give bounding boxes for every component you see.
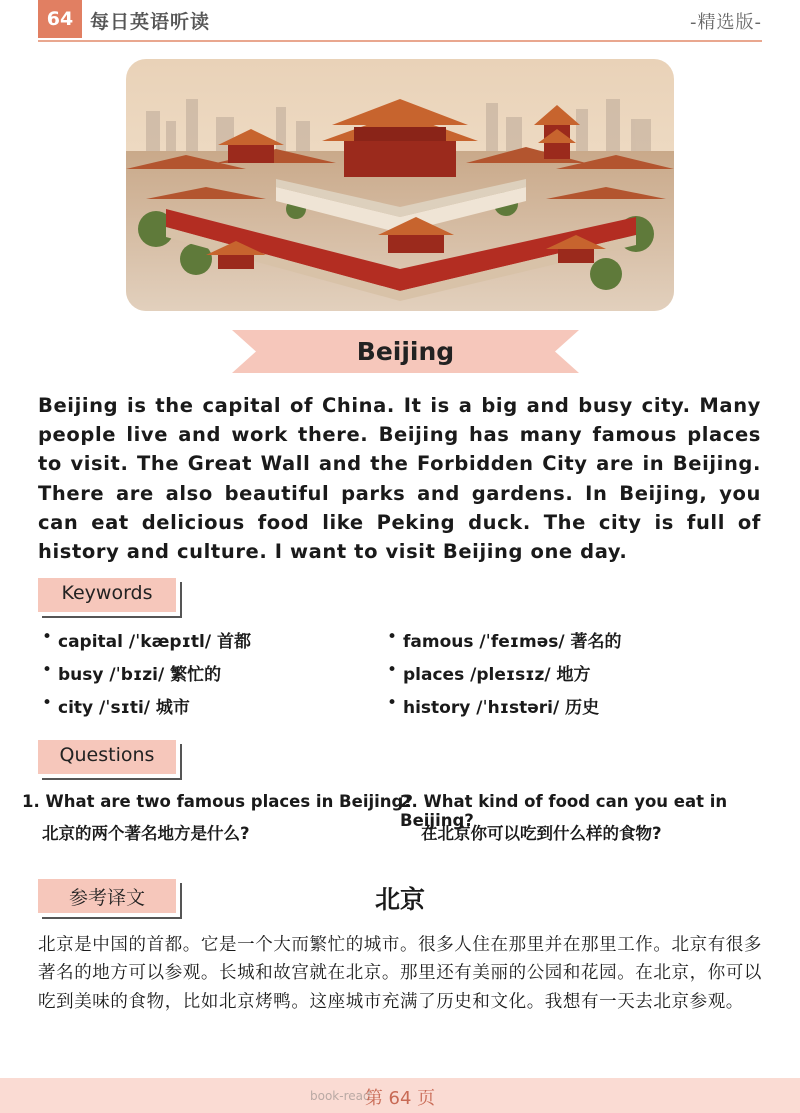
- keyword-item: • city /ˈsɪti/ 城市: [58, 693, 190, 718]
- question-1-en: 1. What are two famous places in Beijing?: [22, 792, 413, 811]
- keyword-item: • busy /ˈbɪzi/ 繁忙的: [58, 660, 221, 685]
- reading-passage: Beijing is the capital of China. It is a big and busy city. Many people live and work there. Beijing has many famous places to visit. The Great Wall and the Forbidden City are in Beijing. There are also beautiful parks and gardens. In Beijing, you can eat delicious food like Peking duck. The city is full of history and culture. I want to visit Beijing one day.: [38, 394, 761, 564]
- translation-tag: [38, 879, 176, 913]
- illustration-svg: [126, 59, 674, 311]
- keyword-item: • capital /ˈkæpɪtl/ 首都: [58, 627, 251, 652]
- footer-page-number: 第 64 页: [364, 1088, 436, 1109]
- keyword-item: • history /ˈhɪstəri/ 历史: [403, 693, 599, 718]
- keywords-label: Keywords: [61, 582, 153, 604]
- lesson-title: Beijing: [356, 337, 455, 366]
- translation-text: 北京是中国的首都。它是一个大而繁忙的城市。很多人住在那里并在那里工作。北京有很多著名的地方可以参观。长城和故宫就在北京。那里还有美丽的公园和花园。在北京，你可以吃到美味的食物，比如北京烤鸭。这座城市充满了历史和文化。我想有一天去北京参观。: [38, 935, 762, 1012]
- watermark: book-read: [310, 1089, 371, 1103]
- page-header: [38, 0, 762, 42]
- lesson-title-ribbon: [232, 330, 579, 373]
- question-2-en: 2. What kind of food can you eat in Beijing?: [400, 792, 728, 830]
- book-title: 每日英语听读: [90, 11, 211, 33]
- edition-label: -精选版-: [690, 12, 762, 33]
- questions-tag: [38, 740, 176, 774]
- page-footer: [0, 1078, 800, 1113]
- page-number-badge: 64: [38, 0, 82, 38]
- keyword-item: • famous /ˈfeɪməs/ 著名的: [403, 627, 622, 652]
- translation-title: 北京: [374, 885, 425, 914]
- keywords-tag: [38, 578, 176, 612]
- translation-label: 参考译文: [68, 887, 145, 909]
- forbidden-city-illustration: [126, 59, 674, 311]
- question-2-cn: 在北京你可以吃到什么样的食物?: [421, 824, 662, 843]
- questions-label: Questions: [59, 744, 155, 766]
- keyword-item: • places /pleɪsɪz/ 地方: [403, 660, 591, 685]
- question-1-cn: 北京的两个著名地方是什么?: [42, 824, 250, 843]
